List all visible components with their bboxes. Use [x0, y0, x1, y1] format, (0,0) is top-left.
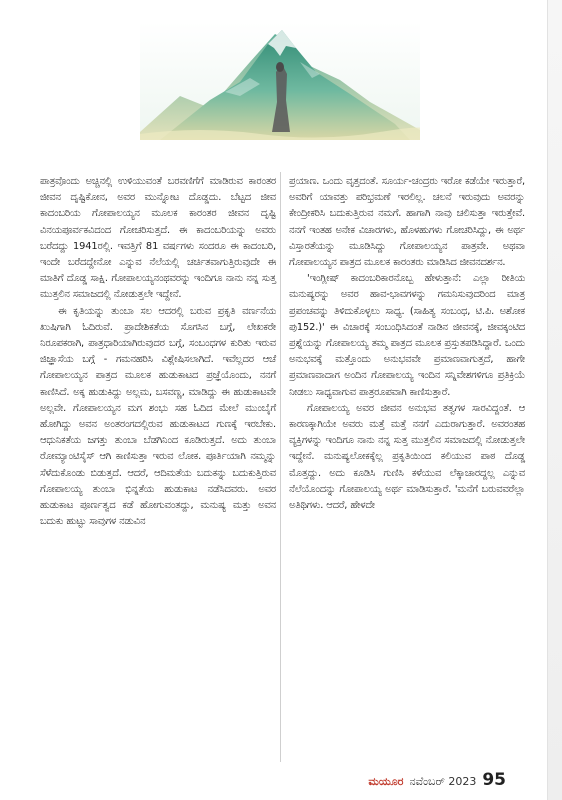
left-column: [40, 174, 276, 530]
page-number: 95: [482, 770, 506, 790]
mountain-landscape-icon: [140, 22, 420, 140]
magazine-logo: ಮಯೂರ: [368, 775, 404, 788]
page-footer: [368, 770, 506, 794]
paragraph: ಪ್ರಯಾಣ. ಒಂದು ವೃತ್ತದಂತೆ. ಸೂರ್ಯ-ಚಂದ್ರರು ಇರೋ ಕಡೆಯೇ ಇರುತ್ತಾರೆ, ಅವರಿಗೆ ಯಾವತ್ತು ಪರಿಭ್ರಮಣೆ ಇರಲಿಲ್ಲ. ಚಲನೆ ಇರುವುದು ಅವರನ್ನು ಕೇಂದ್ರೀಕರಿಸಿ ಬದುಕುತ್ತಿರುವ ನಮಗೆ. ಹಾಗಾಗಿ ನಾವು ಚಲಿಸುತ್ತಾ ಇರುತ್ತೇವೆ. ನನಗೆ ಇಂತಹ ಅನೇಕ ವಿಚಾರಗಳು, ಹೊಳಹುಗಳು ಗೋಚರಿಸಿದ್ದು, ಈ ಅರ್ಥ ವಿಸ್ತಾರತೆಯನ್ನು ಮೂಡಿಸಿದ್ದು ಗೋಪಾಲಯ್ಯನ ಪಾತ್ರವೇ. ಅಥವಾ ಗೋಪಾಲಯ್ಯನ ಪಾತ್ರದ ಮೂಲಕ ಕಾರಂತರು ಮಾಡಿಸಿದ ಜೀವನದರ್ಶನ.: [289, 176, 525, 269]
paragraph: 'ಇಂಗ್ಲೀಷ್ ಕಾದಂಬರಿಕಾರನೊಬ್ಬ ಹೇಳುತ್ತಾನೆ: ಎಲ್ಲಾ ರೀತಿಯ ಮನುಷ್ಯರನ್ನು ಅವರ ಹಾವ-ಭಾವಗಳನ್ನು ಗಮನಿಸುವುದರಿಂದ ಮಾತ್ರ ಪ್ರಪಂಚವನ್ನು ತಿಳಿದುಕೊಳ್ಳಲು ಸಾಧ್ಯ. (ಸಾಹಿತ್ಯ ಸಂಬಂಧ, ಟಿ.ಪಿ. ಅಶೋಕ ಪು152.)' ಈ ವಿಚಾರಕ್ಕೆ ಸಂಬಂಧಿಸಿದಂತೆ ನಾಡಿನ ಜೀವನಕ್ಕೆ, ಜೀವಕ್ಕಂಟಿದ ಪ್ರಶ್ನೆಯನ್ನು ಗೋಪಾಲಯ್ಯ ತಮ್ಮ ಪಾತ್ರದ ಮೂಲಕ ಪ್ರಸ್ತುತಪಡಿಸಿದ್ದಾರೆ. ಒಂದು ಅನುಭವಕ್ಕೆ ಮತ್ತೊಂದು ಅನುಭವವೇ ಪ್ರಮಾಣವಾಗುತ್ತದೆ, ಹಾಗೇ ಪ್ರಮಾಣವಾದಾಗ ಅಂದಿನ ಗೋಪಾಲಯ್ಯ ಇಂದಿನ ಸನ್ನಿವೇಶಗಳಿಗೂ ಪ್ರತಿಕ್ರಿಯೆ ನೀಡಲು ಸಾಧ್ಯವಾಗುವ ಪಾತ್ರರೂಪವಾಗಿ ಕಾಣಿಸುತ್ತಾರೆ.: [289, 273, 525, 398]
paragraph: ಗೋಪಾಲಯ್ಯ ಅವರ ಜೀವನ ಅನುಭವ ತತ್ವಗಳ ಸಾರವಿದ್ದಂತೆ. ಆ ಕಾರಣಕ್ಕಾಗಿಯೇ ಅವರು ಮತ್ತೆ ಮತ್ತೆ ನನಗೆ ಎದುರಾಗುತ್ತಾರೆ. ಅವರಂತಹ ವ್ಯಕ್ತಿಗಳನ್ನು ಇಂದಿಗೂ ನಾನು ನನ್ನ ಸುತ್ತ ಮುತ್ತಲಿನ ಸಮಾಜದಲ್ಲಿ ನೋಡುತ್ತಲೇ ಇದ್ದೇನೆ. ಮನುಷ್ಯಲೋಕಕ್ಕೆಲ್ಲ ಪ್ರಕೃತಿಯಿಂದ ಕಲಿಯುವ ಪಾಠ ದೊಡ್ಡ ಮೊತ್ತದ್ದು. ಅದು ಕೂಡಿಸಿ ಗುಣಿಸಿ ಕಳೆಯುವ ಲೆಕ್ಕಾಚಾರದ್ದಲ್ಲ ಎನ್ನುವ ನೆಲೆಯೊಂದನ್ನು ಗೋಪಾಲಯ್ಯ ಅರ್ಥ ಮಾಡಿಸುತ್ತಾರೆ. 'ಮನೆಗೆ ಬರುವವರೆಲ್ಲಾ ಅತಿಥಿಗಳು. ಆದರೆ, ಹೇಳದೇ: [289, 402, 525, 512]
paragraph: ಈ ಕೃತಿಯನ್ನು ತುಂಬಾ ಸಲ ಆದರಲ್ಲಿ ಬರುವ ಪ್ರಕೃತಿ ವರ್ಣನೆಯ ಖುಷಿಗಾಗಿ ಓದಿರುವೆ. ಪ್ರಾದೇಶಿಕತೆಯ ಸೊಗಸಿನ ಬಗ್ಗೆ, ಲೇಖಕರೇ ನಿರೂಪಕರಾಗಿ, ಪಾತ್ರಧಾರಿಯಾಗಿರುವುದರ ಬಗ್ಗೆ, ಸಂಬಂಧಗಳ ಕುರಿತು ಇರುವ ಜಿಜ್ಞಾಸೆಯ ಬಗ್ಗೆ - ಗಮನಹರಿಸಿ ವಿಶ್ಲೇಷಿಸಲಾಗಿದೆ. ಇವೆಲ್ಲದರ ಆಚೆ ಗೋಪಾಲಯ್ಯನ ಪಾತ್ರದ ಮೂಲಕ ಹುಡುಕಾಟದ ಪ್ರಜ್ಞೆಯೊಂದು, ನನಗೆ ಕಾಣಿಸಿದೆ. ಅಕ್ಕ ಹುಡುಕಿದ್ದು ಅಲ್ಲಮ, ಬಸವಣ್ಣ, ಮಾಡಿದ್ದು ಈ ಹುಡುಕಾಟವೇ ಅಲ್ಲವೇ. ಗೋಪಾಲಯ್ಯನ ಮಗ ಶಂಭು ಸಹ ಓದಿದ ಮೇಲೆ ಮುಂಬೈಗೆ ಹೋಗಿದ್ದು ಅವನ ಅಂತರಂಗದಲ್ಲಿರುವ ಹುಡುಕಾಟದ ಗುಣಕ್ಕೆ ಇರಬೇಕು. ಆಧುನಿಕತೆಯ ಜಗತ್ತು ತುಂಬಾ ಬೆಡಗಿನಿಂದ ಕೂಡಿರುತ್ತದೆ. ಅದು ತುಂಬಾ ರೋಮ್ಯಾಂಟಿಸೈಸ್ ಆಗಿ ಕಾಣಿಸುತ್ತಾ ಇರುವ ಲೋಕ. ಪೂರ್ತಿಯಾಗಿ ನಮ್ಮನ್ನು ಸೆಳೆದುಕೊಂಡು ಬಿಡುತ್ತದೆ. ಆದರೆ, ಆದಿಮತೆಯ ಬದುಕನ್ನು ಬದುಕುತ್ತಿರುವ ಗೋಪಾಲಯ್ಯ ತುಂಬಾ ಭಿನ್ನತೆಯ ಹುಡುಕಾಟ ನಡೆಸಿದವರು. ಅವರ ಹುಡುಕಾಟ ಪೂರ್ಣತ್ವದ ಕಡೆ ಹೋಗುವಂತದ್ದು, ಮನುಷ್ಯ ಮತ್ತು ಅವನ ಬದುಕು ಹುಟ್ಟು ಸಾವುಗಳ ನಡುವಿನ: [40, 305, 276, 528]
column-divider: [280, 172, 281, 762]
page-edge-strip: [547, 0, 562, 800]
right-column: [289, 174, 525, 514]
issue-date: ನವೆಂಬರ್ 2023: [409, 775, 477, 788]
paragraph: ಪಾತ್ರವೊಂದು ಅಚ್ಚಿನಲ್ಲಿ ಉಳಿಯುವಂತೆ ಬರವಣಿಗೆಗೆ ಮಾಡಿರುವ ಕಾರಂತರ ಜೀವನ ದೃಷ್ಟಿಕೋನ, ಅವರ ಮುನ್ನೋಟ ದೊಡ್ಡದು. ಬೆಟ್ಟದ ಜೀವ ಕಾದಂಬರಿಯ ಗೋಪಾಲಯ್ಯನ ಮೂಲಕ ಕಾರಂತರ ಜೀವನ ದೃಷ್ಟಿ ವಿನಯಪೂರ್ವಕವಿದಂದ ಗೋಚರಿಸುತ್ತದೆ. ಈ ಕಾದಂಬರಿಯನ್ನು ಅವರು ಬರೆದದ್ದು 1941ರಲ್ಲಿ. ಇವತ್ತಿಗೆ 81 ವರ್ಷಗಳು ಸಂದರೂ ಈ ಕಾದಂಬರಿ, ಇಂದೇ ಬರೆದದ್ದೇನೋ ಎನ್ನುವ ನೆಲೆಯಲ್ಲಿ ಚರ್ಚಿತವಾಗುತ್ತಿರುವುದೇ ಈ ಮಾತಿಗೆ ದೊಡ್ಡ ಸಾಕ್ಷಿ. ಗೋಪಾಲಯ್ಯನಂಥವರನ್ನು ಇಂದಿಗೂ ನಾನು ನನ್ನ ಸುತ್ತ ಮುತ್ತಲಿನ ಸಮಾಜದಲ್ಲಿ ನೋಡುತ್ತಲೇ ಇದ್ದೇನೆ.: [40, 176, 276, 301]
